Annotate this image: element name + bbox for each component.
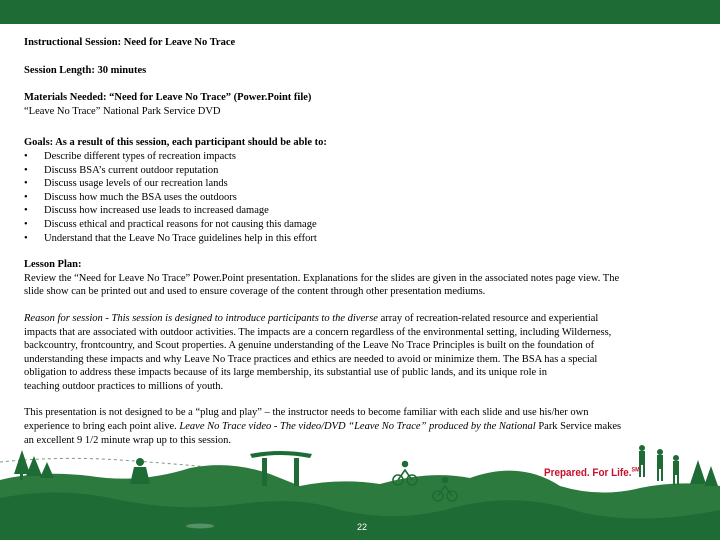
list-item: • Discuss usage levels of our recreation lands	[24, 178, 228, 190]
goals-list	[24, 150, 714, 245]
session-length: Session Length: 30 minutes	[24, 64, 147, 76]
top-banner	[0, 0, 720, 24]
bullet: •	[24, 150, 28, 162]
tree-cluster-left	[14, 450, 54, 480]
list-item: • Discuss BSA’s current outdoor reputation	[24, 164, 219, 176]
reason-paragraph-line: backcountry, frontcountry, and Scout properties. A genuine understanding of the Leave No Trace Principles is built on the foundation of	[24, 340, 595, 352]
kayaker-figure	[186, 524, 214, 529]
lesson-plan-line: slide show can be printed out and used to ensure coverage of the content through other presentation mediums.	[24, 286, 486, 298]
reason-paragraph-line: understanding these impacts and why Leave No Trace practices and ethics are needed to avoid or minimize them. The BSA has a special	[24, 353, 598, 365]
goals-heading: Goals: As a result of this session, each participant should be able to:	[24, 137, 327, 149]
reason-paragraph-line: impacts that are associated with outdoor activities. The impacts are a concern regardless of the environmental setting, including Wilderness,	[24, 326, 612, 338]
lesson-plan-heading: Lesson Plan:	[24, 259, 82, 271]
list-item: • Discuss ethical and practical reasons for not causing this damage	[24, 218, 317, 230]
list-item: • Discuss how much the BSA uses the outdoors	[24, 191, 237, 203]
reason-paragraph-line: Reason for session - This session is designed to introduce participants to the diverse array of recreation-related resource and experiential	[24, 312, 599, 324]
video-italic: Leave No Trace video - The video/DVD “Leave No Trace” produced by the National	[179, 421, 536, 433]
reason-paragraph-line: obligation to address these impacts because of its large membership, its substantial use of public lands, and its unique role in	[24, 367, 547, 379]
tree-cluster-right	[690, 460, 718, 486]
reason-paragraph-line: teaching outdoor practices to millions of youth.	[24, 380, 224, 392]
materials-line: “Leave No Trace” National Park Service DVD	[24, 105, 221, 117]
materials-heading: Materials Needed: “Need for Leave No Trace” (Power.Point file)	[24, 92, 312, 104]
tagline	[544, 467, 640, 479]
bullet: •	[24, 205, 28, 217]
presentation-paragraph-line: This presentation is not designed to be a “plug and play” – the instructor needs to become familiar with each slide and use his/her own	[24, 407, 589, 419]
tagline-text: Prepared. For Life.	[544, 467, 632, 479]
bullet: •	[24, 164, 28, 176]
bullet: •	[24, 178, 28, 190]
bullet: •	[24, 232, 28, 244]
document-body	[24, 36, 714, 447]
bullet: •	[24, 191, 28, 203]
page-number: 22	[356, 522, 367, 532]
list-item: • Discuss how increased use leads to increased damage	[24, 205, 269, 217]
list-item: • Describe different types of recreation impacts	[24, 150, 236, 162]
presentation-paragraph-line: an excellent 9 1/2 minute wrap up to this session.	[24, 434, 232, 446]
session-title: Instructional Session: Need for Leave No Trace	[24, 37, 236, 48]
lesson-plan-line: Review the “Need for Leave No Trace” Power.Point presentation. Explanations for the slides are given in the associated notes page view. The	[24, 272, 620, 284]
hikers-figure	[639, 445, 679, 485]
photographer-figure	[130, 458, 150, 484]
list-item: • Understand that the Leave No Trace guidelines help in this effort	[24, 232, 317, 244]
presentation-paragraph-line: experience to bring each point alive. Leave No Trace video - The video/DVD “Leave No Trace” produced by the National Park Service makes	[24, 421, 622, 433]
bullet: •	[24, 218, 28, 230]
reason-italic-lead: Reason for session - This session is designed to introduce participants to the diverse	[24, 312, 378, 324]
service-mark: SM	[631, 467, 640, 474]
